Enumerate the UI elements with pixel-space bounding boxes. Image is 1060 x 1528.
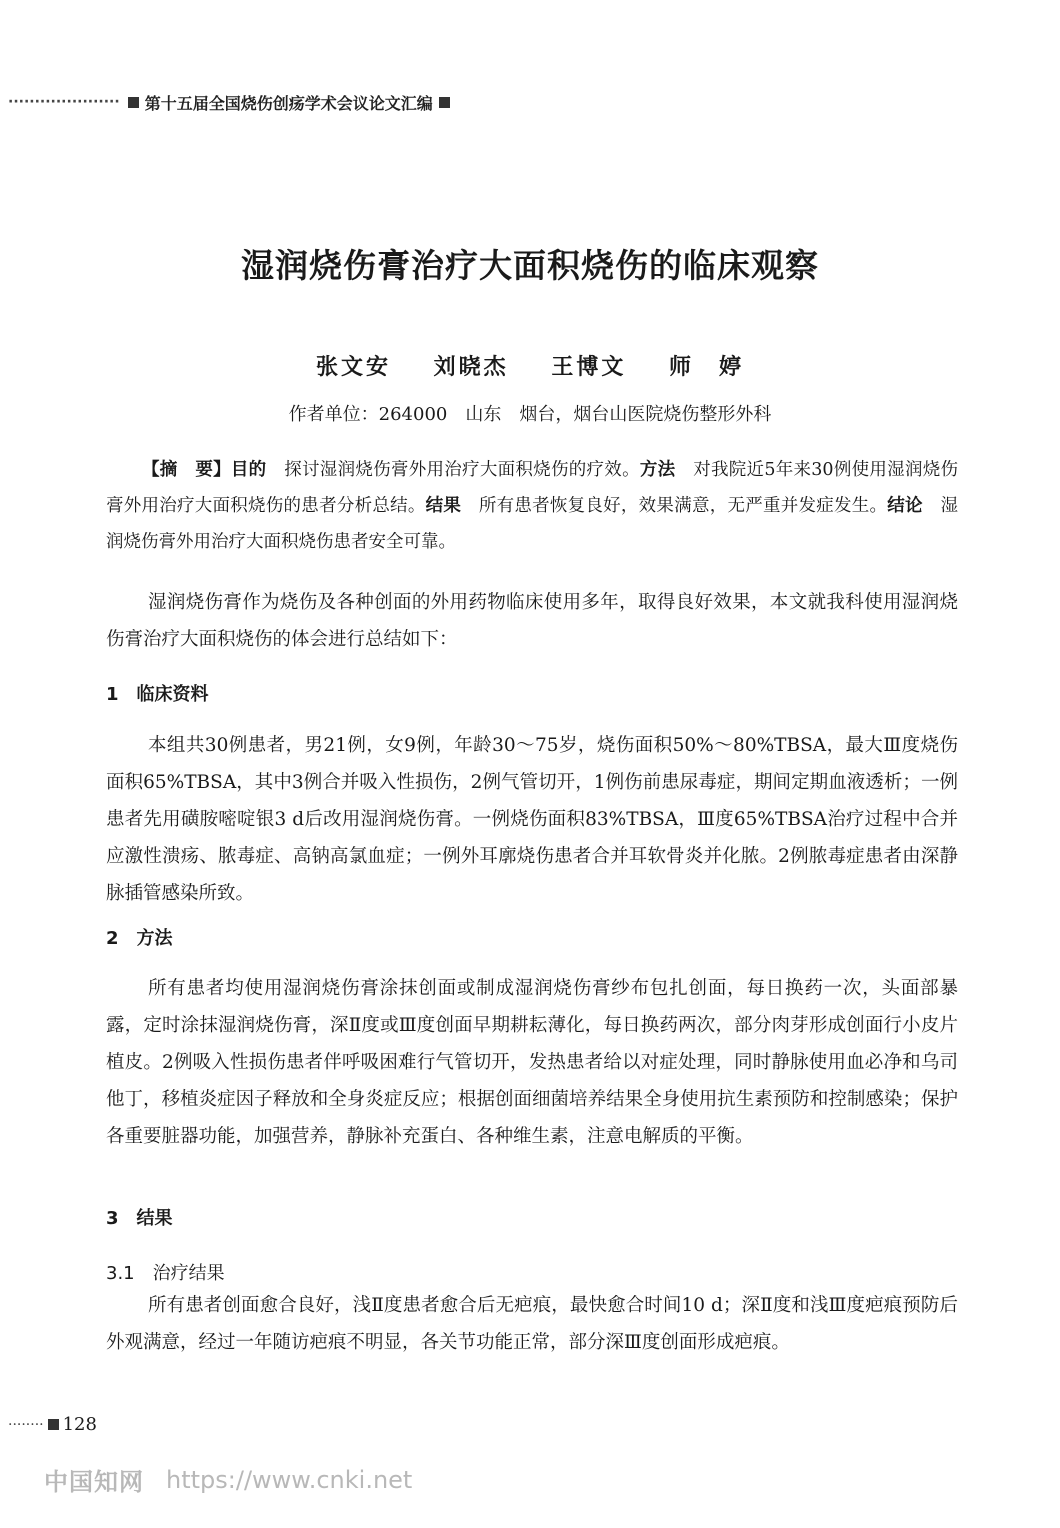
running-head-text: 第十五届全国烧伤创疡学术会议论文汇编 (144, 93, 433, 113)
subsection-heading: 3.1 治疗结果 (106, 1263, 225, 1284)
watermark-url: https://www.cnki.net (166, 1465, 413, 1494)
intro-paragraph: 湿润烧伤膏作为烧伤及各种创面的外用药物临床使用多年，取得良好效果，本文就我科使用湿润烧伤膏治疗大面积烧伤的体会进行总结如下： (106, 592, 958, 650)
section-heading: 1 临床资料 (106, 684, 209, 705)
square-bullet-icon (48, 1419, 59, 1430)
methods-text: 对我院近5年来30例使用湿润烧伤膏外用治疗大面积烧伤的患者分析总结。 (106, 460, 959, 516)
section-1 (106, 676, 958, 713)
square-bullet-icon (128, 97, 139, 108)
abstract-label: 【摘 要】 (142, 460, 231, 480)
section-1-body (106, 727, 958, 912)
subsection-paragraph: 所有患者创面愈合良好，浅Ⅱ度患者愈合后无疤痕，最快愈合时间10 d；深Ⅱ度和浅Ⅲ度疤痕预防后外观满意，经过一年随访疤痕不明显，各关节功能正常，部分深Ⅲ度创面形成疤痕。 (106, 1295, 958, 1353)
section-2 (106, 920, 958, 957)
author: 刘晓杰 (433, 354, 509, 380)
section-heading: 2 方法 (106, 928, 173, 949)
conclusion-text: 湿润烧伤膏外用治疗大面积烧伤患者安全可靠。 (106, 496, 959, 552)
leader-dots: ····················· (8, 94, 120, 110)
abstract (106, 452, 958, 560)
page-footer (8, 1414, 97, 1435)
author-list (0, 350, 1060, 381)
square-bullet-icon (439, 97, 450, 108)
section-paragraph: 本组共30例患者，男21例，女9例，年龄30～75岁，烧伤面积50%～80%TBSA，最大Ⅲ度烧伤面积65%TBSA，其中3例合并吸入性损伤，2例气管切开，1例伤前患尿毒症，期间定期血液透析；一例患者先用磺胺嘧啶银3 d后改用湿润烧伤膏。一例烧伤面积83%TBSA，Ⅲ度65%TBSA治疗过程中合并应激性溃疡、脓毒症、高钠高氯血症；一例外耳廓烧伤患者合并耳软骨炎并化脓。2例脓毒症患者由深静脉插管感染所致。 (106, 735, 958, 904)
objective-text: 探讨湿润烧伤膏外用治疗大面积烧伤的疗效。 (266, 460, 640, 480)
author: 张文安 (315, 354, 391, 380)
section-2-body (106, 970, 958, 1155)
cnki-logo: 中国知网 (44, 1468, 144, 1496)
results-label: 结果 (425, 496, 462, 516)
intro-block (106, 584, 958, 658)
objective-label: 目的 (230, 460, 267, 480)
author: 师 婷 (669, 354, 745, 380)
conclusion-label: 结论 (887, 496, 923, 516)
subsection-3-1-body (106, 1287, 958, 1361)
methods-label: 方法 (639, 460, 676, 480)
author: 王博文 (551, 354, 627, 380)
running-head (8, 92, 456, 112)
page-number: 128 (62, 1414, 97, 1435)
affiliation: 作者单位：264000 山东 烟台，烟台山医院烧伤整形外科 (288, 404, 772, 425)
results-text: 所有患者恢复良好，效果满意，无严重并发症发生。 (461, 496, 888, 516)
section-3 (106, 1200, 958, 1237)
paper-title: 湿润烧伤膏治疗大面积烧伤的临床观察 (241, 246, 819, 285)
section-paragraph: 所有患者均使用湿润烧伤膏涂抹创面或制成湿润烧伤膏纱布包扎创面，每日换药一次，头面部暴露，定时涂抹湿润烧伤膏，深Ⅱ度或Ⅲ度创面早期耕耘薄化，每日换药两次，部分肉芽形成创面行小皮片植皮。2例吸入性损伤患者伴呼吸困难行气管切开，发热患者给以对症处理，同时静脉使用血必净和乌司他丁，移植炎症因子释放和全身炎症反应；根据创面细菌培养结果全身使用抗生素预防和控制感染；保护各重要脏器功能，加强营养，静脉补充蛋白、各种维生素，注意电解质的平衡。 (106, 978, 958, 1147)
leader-dots: ········ (8, 1416, 44, 1433)
section-heading: 3 结果 (106, 1208, 173, 1229)
watermark (44, 1462, 412, 1497)
